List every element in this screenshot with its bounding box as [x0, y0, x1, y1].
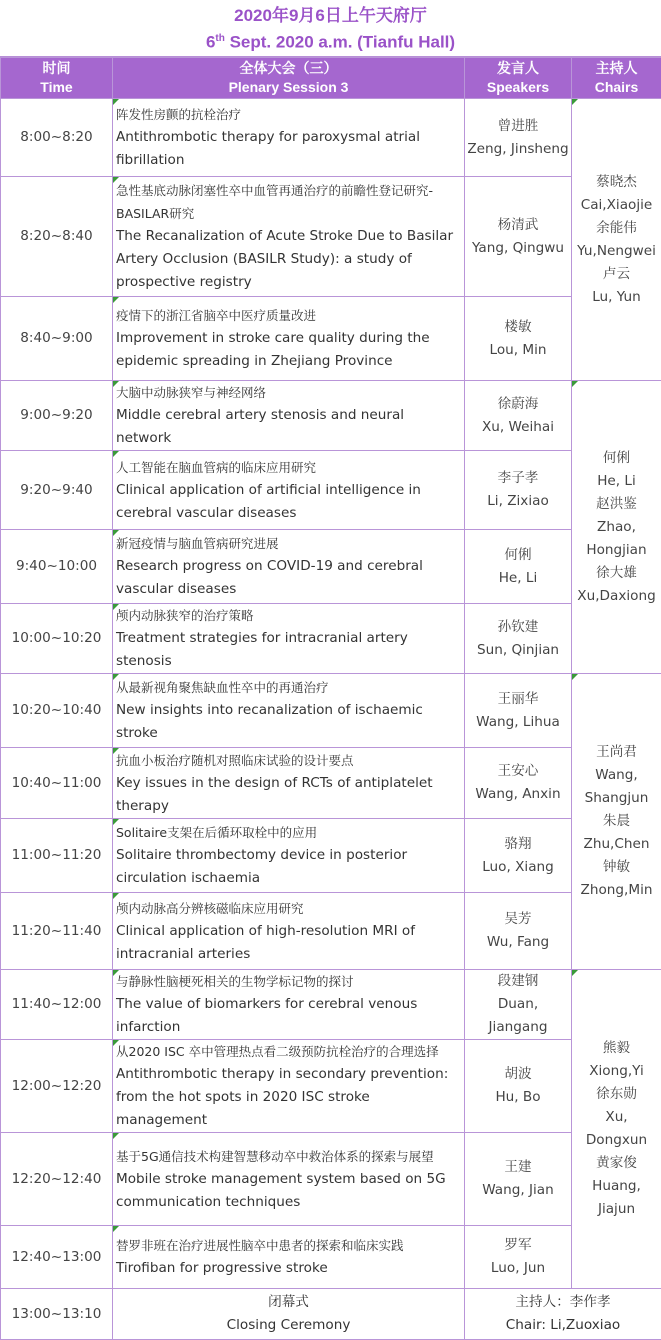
chair-group [572, 970, 661, 1289]
speaker [465, 451, 572, 530]
speaker-en: Lou, Min [489, 342, 546, 358]
table-row [1, 297, 661, 381]
talk-topic [113, 1133, 465, 1226]
chair-name: Yu,Nengwei [574, 240, 659, 263]
col-session: 全体大会（三） Plenary Session 3 [113, 58, 465, 99]
speaker [465, 604, 572, 674]
talk-title-zh: 新冠疫情与脑血管病研究进展 [116, 532, 462, 555]
cell-marker-icon [113, 99, 119, 105]
talk-time: 11:20~11:40 [1, 893, 113, 970]
chair-name: 余能伟 [574, 217, 659, 240]
talk-topic [113, 970, 465, 1040]
talk-topic [113, 1226, 465, 1289]
talk-title-en: The Recanalization of Acute Stroke Due to Basilar Artery Occlusion (BASILR Study): a study of prospective registry [116, 225, 462, 294]
cell-marker-icon [572, 381, 578, 387]
chair-name: 钟敏 [574, 856, 659, 879]
speaker-zh: 孙钦建 [498, 619, 539, 635]
chair-name: Cai,Xiaojie [574, 194, 659, 217]
speaker-zh: 骆翔 [504, 836, 531, 852]
talk-title-zh: Solitaire支架在后循环取栓中的应用 [116, 821, 462, 844]
speaker-en: Wang, Anxin [475, 786, 560, 802]
cell-marker-icon [113, 1226, 119, 1232]
talk-title-zh: 与静脉性脑梗死相关的生物学标记物的探讨 [116, 970, 462, 993]
speaker [465, 1133, 572, 1226]
talk-title-zh: 从2020 ISC 卒中管理热点看二级预防抗栓治疗的合理选择 [116, 1040, 462, 1063]
talk-time: 11:40~12:00 [1, 970, 113, 1040]
talk-topic [113, 99, 465, 177]
schedule-table [0, 57, 661, 1340]
chair-group [572, 674, 661, 970]
talk-topic [113, 297, 465, 381]
chair-name: Shangjun [574, 787, 659, 810]
closing-chair-zh: 主持人：李作孝 [515, 1294, 610, 1310]
talk-title-zh: 从最新视角聚焦缺血性卒中的再通治疗 [116, 676, 462, 699]
cell-marker-icon [113, 177, 119, 183]
speaker-en: Wu, Fang [487, 934, 549, 950]
table-row [1, 970, 661, 1040]
talk-topic [113, 177, 465, 297]
chair-name: Xu,Daxiong [574, 585, 659, 608]
cell-marker-icon [113, 530, 119, 536]
talk-time: 8:20~8:40 [1, 177, 113, 297]
speaker-en: Li, Zixiao [487, 493, 549, 509]
table-row [1, 1226, 661, 1289]
speaker-zh: 吴芳 [504, 911, 531, 927]
talk-time: 8:40~9:00 [1, 297, 113, 381]
chair-name: Lu, Yun [574, 286, 659, 309]
chair-name: Dongxun [574, 1129, 659, 1152]
closing-title [113, 1289, 465, 1340]
talk-topic [113, 1040, 465, 1133]
chair-group [572, 381, 661, 674]
col-time: 时间 Time [1, 58, 113, 99]
talk-topic [113, 893, 465, 970]
talk-title-zh: 人工智能在脑血管病的临床应用研究 [116, 456, 462, 479]
cell-marker-icon [113, 451, 119, 457]
table-row [1, 893, 661, 970]
closing-title-en: Closing Ceremony [227, 1317, 351, 1333]
table-row [1, 381, 661, 451]
speaker-zh: 何俐 [504, 547, 531, 563]
speaker [465, 99, 572, 177]
talk-time: 10:00~10:20 [1, 604, 113, 674]
talk-title-en: Tirofiban for progressive stroke [116, 1257, 462, 1280]
table-row [1, 99, 661, 177]
table-row [1, 451, 661, 530]
speaker [465, 970, 572, 1040]
chair-name: Jiajun [574, 1198, 659, 1221]
talk-topic [113, 381, 465, 451]
speaker-zh: 楼敏 [504, 319, 531, 335]
header-date-rest: Sept. 2020 a.m. (Tianfu Hall) [225, 33, 455, 52]
talk-time: 9:40~10:00 [1, 530, 113, 604]
talk-topic [113, 530, 465, 604]
cell-marker-icon [113, 674, 119, 680]
chair-name: 朱晨 [574, 810, 659, 833]
cell-marker-icon [572, 970, 578, 976]
talk-title-en: The value of biomarkers for cerebral venous infarction [116, 993, 462, 1039]
table-row [1, 1133, 661, 1226]
talk-title-en: Improvement in stroke care quality during the epidemic spreading in Zhejiang Province [116, 327, 462, 373]
speaker-en: Xu, Weihai [482, 419, 554, 435]
chair-name: Zhao, [574, 516, 659, 539]
speaker [465, 893, 572, 970]
speaker [465, 1040, 572, 1133]
col-chairs: 主持人 Chairs [572, 58, 661, 99]
talk-time: 12:20~12:40 [1, 1133, 113, 1226]
talk-title-zh: 大脑中动脉狭窄与神经网络 [116, 381, 462, 404]
speaker [465, 530, 572, 604]
chair-name: Huang, [574, 1175, 659, 1198]
talk-title-en: Treatment strategies for intracranial artery stenosis [116, 627, 462, 673]
speaker [465, 297, 572, 381]
chair-name: 徐东勋 [574, 1083, 659, 1106]
chair-name: 王尚君 [574, 741, 659, 764]
cell-marker-icon [113, 819, 119, 825]
table-row [1, 530, 661, 604]
speaker-en: Luo, Xiang [482, 859, 554, 875]
chair-name: Xiong,Yi [574, 1060, 659, 1083]
chair-name: Xu, [574, 1106, 659, 1129]
cell-marker-icon [113, 970, 119, 976]
speaker-zh: 徐蔚海 [498, 396, 539, 412]
header-date-hall-en [0, 27, 661, 55]
speaker-en: Yang, Qingwu [472, 240, 564, 256]
talk-topic [113, 604, 465, 674]
talk-title-en: Key issues in the design of RCTs of antiplatelet therapy [116, 772, 462, 818]
chair-name: Zhong,Min [574, 879, 659, 902]
chair-name: Zhu,Chen [574, 833, 659, 856]
talk-time: 9:20~9:40 [1, 451, 113, 530]
chair-name: 熊毅 [574, 1037, 659, 1060]
speaker [465, 819, 572, 893]
speaker-en: Wang, Jian [482, 1182, 554, 1198]
talk-time: 11:00~11:20 [1, 819, 113, 893]
closing-chair-en: Chair: Li,Zuoxiao [506, 1317, 620, 1333]
speaker [465, 1226, 572, 1289]
speaker-zh: 曾进胜 [498, 118, 539, 134]
table-row [1, 674, 661, 748]
chair-name: Wang, [574, 764, 659, 787]
table-row [1, 819, 661, 893]
speaker-zh: 王建 [504, 1159, 531, 1175]
talk-title-en: Mobile stroke management system based on 5G communication techniques [116, 1168, 462, 1214]
talk-time: 9:00~9:20 [1, 381, 113, 451]
talk-time: 12:00~12:20 [1, 1040, 113, 1133]
speaker-zh: 王丽华 [498, 691, 539, 707]
talk-title-zh: 替罗非班在治疗进展性脑卒中患者的探索和临床实践 [116, 1234, 462, 1257]
header-day-suffix: th [215, 33, 224, 44]
talk-title-en: Solitaire thrombectomy device in posterior circulation ischaemia [116, 844, 462, 890]
talk-topic [113, 674, 465, 748]
talk-title-zh: 疫情下的浙江省脑卒中医疗质量改进 [116, 304, 462, 327]
closing-row [1, 1289, 661, 1340]
talk-topic [113, 819, 465, 893]
talk-title-zh: 阵发性房颤的抗栓治疗 [116, 103, 462, 126]
page-header [0, 0, 661, 57]
chair-name: 徐大雄 [574, 562, 659, 585]
header-date-hall-zh: 2020年9月6日上午天府厅 [0, 0, 661, 27]
speaker-zh: 胡波 [504, 1066, 531, 1082]
chair-name: 蔡晓杰 [574, 171, 659, 194]
chair-name: 卢云 [574, 263, 659, 286]
speaker-en: Duan, Jiangang [489, 996, 548, 1035]
talk-title-zh: 急性基底动脉闭塞性卒中血管再通治疗的前瞻性登记研究-BASILAR研究 [116, 179, 462, 225]
speaker-zh: 罗军 [504, 1237, 531, 1253]
chair-name: He, Li [574, 470, 659, 493]
talk-title-en: Antithrombotic therapy in secondary prevention: from the hot spots in 2020 ISC stroke management [116, 1063, 462, 1132]
talk-title-zh: 颅内动脉高分辨核磁临床应用研究 [116, 897, 462, 920]
talk-time: 8:00~8:20 [1, 99, 113, 177]
header-day: 6 [206, 33, 215, 52]
talk-title-en: Research progress on COVID-19 and cerebral vascular diseases [116, 555, 462, 601]
table-row [1, 748, 661, 819]
speaker [465, 381, 572, 451]
table-row [1, 604, 661, 674]
talk-title-zh: 颅内动脉狭窄的治疗策略 [116, 604, 462, 627]
chair-name: 黄家俊 [574, 1152, 659, 1175]
chair-group [572, 99, 661, 381]
speaker-zh: 李子孝 [498, 470, 539, 486]
talk-title-en: Clinical application of high-resolution MRI of intracranial arteries [116, 920, 462, 966]
talk-title-en: Clinical application of artificial intelligence in cerebral vascular diseases [116, 479, 462, 525]
talk-topic [113, 748, 465, 819]
speaker [465, 674, 572, 748]
table-row [1, 1040, 661, 1133]
cell-marker-icon [113, 1133, 119, 1139]
talk-time: 12:40~13:00 [1, 1226, 113, 1289]
cell-marker-icon [113, 297, 119, 303]
speaker-en: Wang, Lihua [476, 714, 560, 730]
talk-time: 10:40~11:00 [1, 748, 113, 819]
talk-title-en: Antithrombotic therapy for paroxysmal atrial fibrillation [116, 126, 462, 172]
talk-title-zh: 基于5G通信技术构建智慧移动卒中救治体系的探索与展望 [116, 1145, 462, 1168]
chair-name: 何俐 [574, 447, 659, 470]
cell-marker-icon [113, 893, 119, 899]
talk-time: 10:20~10:40 [1, 674, 113, 748]
cell-marker-icon [113, 1040, 119, 1046]
closing-title-zh: 闭幕式 [268, 1294, 309, 1310]
cell-marker-icon [572, 674, 578, 680]
speaker-en: He, Li [499, 570, 538, 586]
speaker [465, 748, 572, 819]
speaker-en: Zeng, Jinsheng [467, 141, 568, 157]
talk-topic [113, 451, 465, 530]
speaker-en: Sun, Qinjian [477, 642, 559, 658]
table-header-row [1, 58, 661, 99]
col-speakers: 发言人 Speakers [465, 58, 572, 99]
talk-title-zh: 抗血小板治疗随机对照临床试验的设计要点 [116, 749, 462, 772]
closing-chair [465, 1289, 661, 1340]
speaker [465, 177, 572, 297]
table-row [1, 177, 661, 297]
speaker-en: Luo, Jun [491, 1260, 545, 1276]
speaker-zh: 段建钢 [498, 973, 539, 989]
closing-time: 13:00~13:10 [1, 1289, 113, 1340]
cell-marker-icon [113, 748, 119, 754]
cell-marker-icon [113, 604, 119, 610]
speaker-zh: 杨清武 [498, 217, 539, 233]
cell-marker-icon [572, 99, 578, 105]
talk-title-en: Middle cerebral artery stenosis and neural network [116, 404, 462, 450]
cell-marker-icon [113, 381, 119, 387]
speaker-zh: 王安心 [498, 763, 539, 779]
speaker-en: Hu, Bo [495, 1089, 540, 1105]
talk-title-en: New insights into recanalization of ischaemic stroke [116, 699, 462, 745]
chair-name: 赵洪鉴 [574, 493, 659, 516]
chair-name: Hongjian [574, 539, 659, 562]
